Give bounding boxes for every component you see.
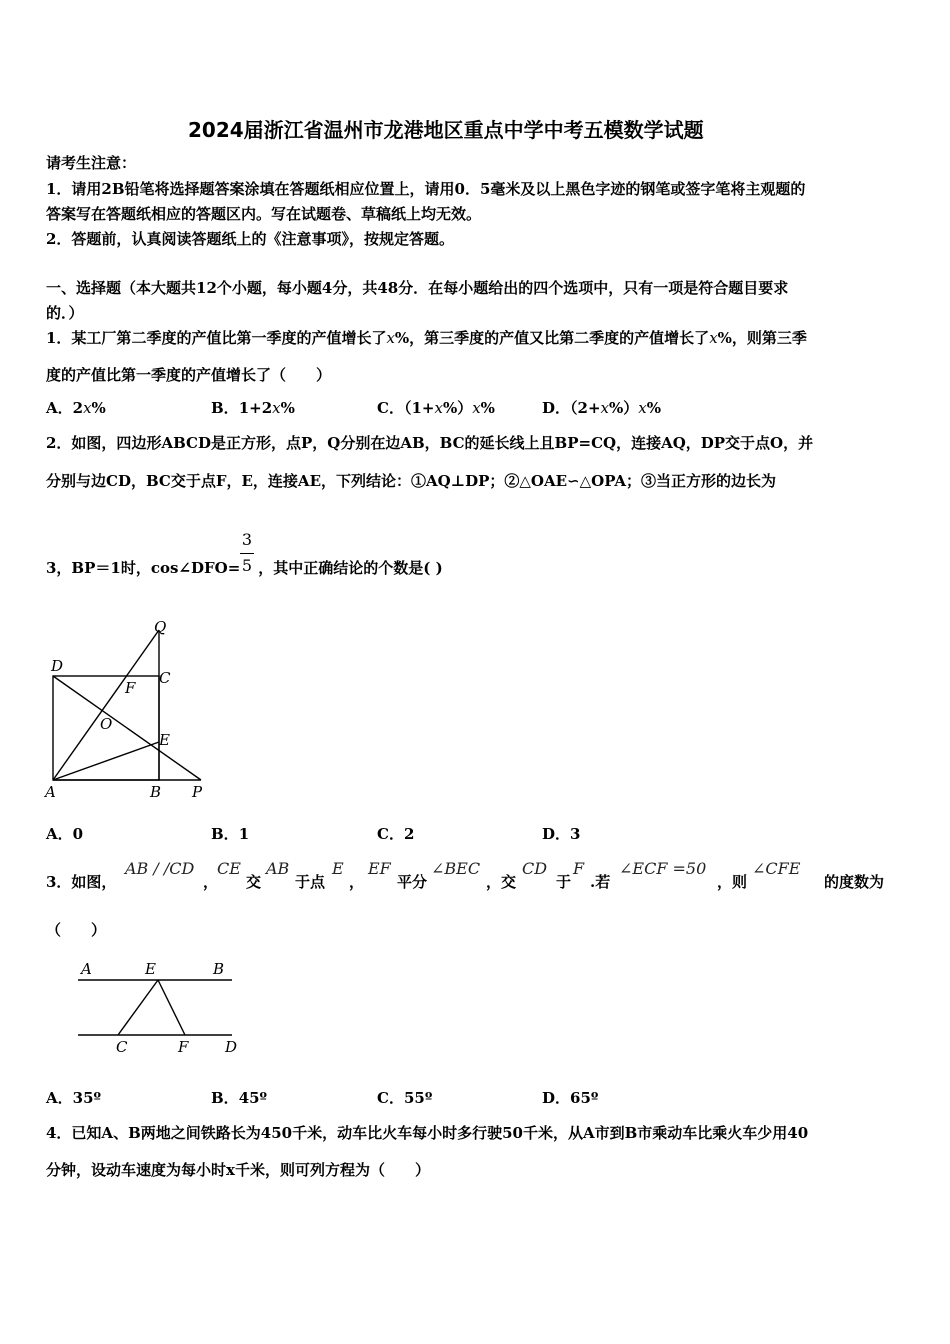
label-a: A [45,783,56,801]
q1-option-a[interactable]: A．2x% [46,399,106,417]
q4-stem-line-2: 分钟，设动车速度为每小时x千米，则可列方程为（ ） [46,1161,430,1179]
notice-line-1: 1．请用2B铅笔将选择题答案涂填在答题纸相应位置上，请用0．5毫米及以上黑色字迹的钢笔或签字笔将主观题的 [46,180,806,198]
q3-text-6: .若 [590,873,611,891]
label-p: P [192,783,203,801]
q3-math-cd: CD [522,859,548,878]
page-title: 2024届浙江省温州市龙港地区重点中学中考五模数学试题 [188,118,704,142]
q3-text-5: 于 [556,873,572,891]
label-d: D [225,1038,238,1056]
section-heading: 一、选择题（本大题共12个小题，每小题4分，共48分．在每小题给出的四个选项中，只有一项是符合题目要求 [46,279,789,297]
q3-text-2: 于点 [295,873,326,891]
notice-heading: 请考生注意： [46,154,137,172]
q1-option-b[interactable]: B．1+2x% [211,399,295,417]
q3-option-a[interactable]: A．35º [46,1089,102,1107]
q3-math-angle-cfe: ∠CFE [752,859,801,878]
q3-math-ce: CE [217,859,241,878]
q2-stem-line-3: 3，BP＝1时，cos∠DFO= ，其中正确结论的个数是( ) [46,559,443,577]
q3-lead: 3．如图， [46,873,117,891]
q3-math-angle-bec: ∠BEC [431,859,481,878]
q2-option-d[interactable]: D．3 [542,825,581,843]
q4-stem-line-1: 4．已知A、B两地之间铁路长为450千米，动车比火车每小时多行驶50千米，从A市到B市乘动车比乘火车少用40 [46,1124,809,1142]
q2-geometry-figure [40,615,220,805]
line-aq [53,630,159,780]
q3-text-4: ，交 [486,873,517,891]
label-a: A [81,960,92,978]
q3-math-ab-parallel-cd: AB / /CD [125,859,195,878]
notice-line-2: 答案写在答题纸相应的答题区内。写在试题卷、草稿纸上均无效。 [46,205,482,223]
label-o: O [100,715,113,733]
q3-text-8: 的度数为 [824,873,885,891]
q2-stem-line-2: 分别与边CD，BC交于点F，E，连接AE，下列结论：①AQ⊥DP；②△OAE∽△OPA；③当正方形的边长为 [46,472,777,490]
q1-stem-line-2: 度的产值比第一季度的产值增长了（ ） [46,366,332,384]
q3-option-b[interactable]: B．45º [211,1089,268,1107]
line-ae [53,742,159,780]
q3-text-7: ，则 [717,873,748,891]
q3-text-3: 平分 [397,873,428,891]
q2-option-c[interactable]: C．2 [377,825,415,843]
label-q: Q [154,618,167,636]
label-d: D [51,657,64,675]
q2-option-a[interactable]: A．0 [46,825,84,843]
label-b: B [150,783,162,801]
q1-stem-line-1: 1．某工厂第二季度的产值比第一季度的产值增长了x%，第三季度的产值又比第二季度的产值增长了x%，则第三季 [46,329,807,347]
label-e: E [159,731,170,749]
q3-sep-2: ， [349,873,365,891]
q3-math-angle-ecf: ∠ECF =50 [619,859,707,878]
q3-math-ab: AB [266,859,290,878]
q3-option-d[interactable]: D．65º [542,1089,599,1107]
label-c: C [116,1038,128,1056]
label-f: F [125,679,136,697]
q3-sep-1: ， [203,873,219,891]
q1-option-c[interactable]: C．（1+x%）x% [377,399,495,417]
q1-option-d[interactable]: D．（2+x%）x% [542,399,661,417]
q2-option-b[interactable]: B．1 [211,825,250,843]
label-b: B [213,960,225,978]
q3-math-e: E [332,859,344,878]
q3-geometry-figure [70,955,250,1060]
q3-text-1: 交 [246,873,262,891]
label-e: E [145,960,156,978]
line-ef [158,980,185,1035]
label-c: C [159,669,171,687]
q3-math-f: F [573,859,585,878]
q2-stem-line-1: 2．如图，四边形ABCD是正方形，点P，Q分别在边AB，BC的延长线上且BP=CQ，连接AQ，DP交于点O，并 [46,434,814,452]
label-f: F [178,1038,189,1056]
fraction-bar [240,553,254,554]
section-heading-cont: 的．） [46,304,84,322]
q3-stem-line-2: （ ） [46,921,107,939]
fraction-denominator: 5 [241,556,253,575]
q3-option-c[interactable]: C．55º [377,1089,433,1107]
fraction-numerator: 3 [241,530,253,549]
line-ec [118,980,158,1035]
q3-math-ef: EF [368,859,391,878]
notice-line-3: 2．答题前，认真阅读答题纸上的《注意事项》，按规定答题。 [46,230,454,248]
